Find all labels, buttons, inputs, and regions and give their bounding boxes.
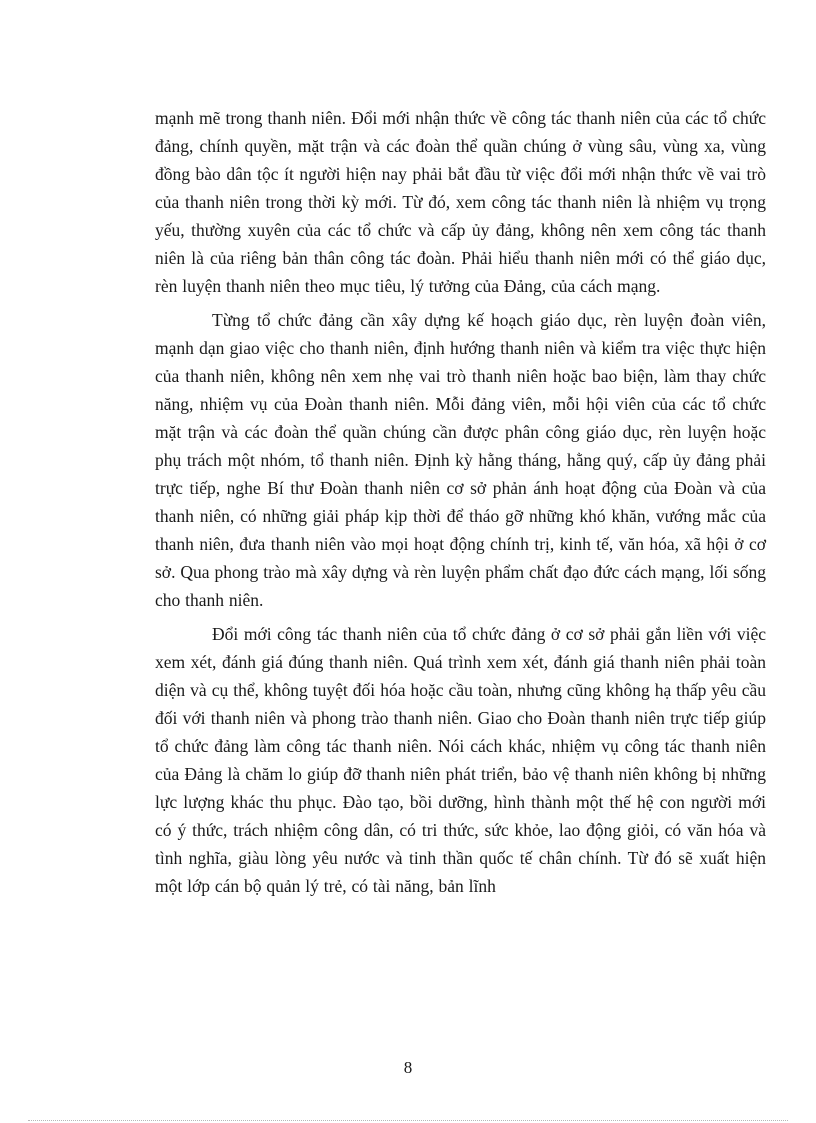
paragraph-1: mạnh mẽ trong thanh niên. Đổi mới nhận thức về công tác thanh niên của các tổ chức đảng, chính quyền, mặt trận và các đoàn thể quần chúng ở vùng sâu, vùng xa, vùng đồng bào dân tộc ít người hiện nay phải bắt đầu từ việc đổi mới nhận thức về vai trò của thanh niên trong thời kỳ mới. Từ đó, xem công tác thanh niên là nhiệm vụ trọng yếu, thường xuyên của các tổ chức và cấp ủy đảng, không nên xem công tác thanh niên là của riêng bản thân công tác đoàn. Phải hiểu thanh niên mới có thể giáo dục, rèn luyện thanh niên theo mục tiêu, lý tưởng của Đảng, của cách mạng. <box>155 108 766 296</box>
paragraph-3: Đổi mới công tác thanh niên của tổ chức đảng ở cơ sở phải gắn liền với việc xem xét, đánh giá đúng thanh niên. Quá trình xem xét, đánh giá thanh niên phải toàn diện và cụ thể, không tuyệt đối hóa hoặc cầu toàn, nhưng cũng không hạ thấp yêu cầu đối với thanh niên và phong trào thanh niên. Giao cho Đoàn thanh niên trực tiếp giúp tổ chức đảng làm công tác thanh niên. Nói cách khác, nhiệm vụ công tác thanh niên của Đảng là chăm lo giúp đỡ thanh niên phát triển, bảo vệ thanh niên không bị những lực lượng khác thu phục. Đào tạo, bồi dưỡng, hình thành một thế hệ con người mới có ý thức, trách nhiệm công dân, có tri thức, sức khỏe, lao động giỏi, có văn hóa và tình nghĩa, giàu lòng yêu nước và tinh thần quốc tế chân chính. Từ đó sẽ xuất hiện một lớp cán bộ quản lý trẻ, có tài năng, bản lĩnh <box>155 624 766 896</box>
page-number: 8 <box>403 1058 413 1077</box>
document-body <box>155 104 766 900</box>
paragraph-2: Từng tổ chức đảng cần xây dựng kế hoạch giáo dục, rèn luyện đoàn viên, mạnh dạn giao việc cho thanh niên, định hướng thanh niên và kiểm tra việc thực hiện của thanh niên, không nên xem nhẹ vai trò thanh niên hoặc bao biện, làm thay chức năng, nhiệm vụ của Đoàn thanh niên. Mỗi đảng viên, mỗi hội viên của các tổ chức mặt trận và các đoàn thể quần chúng cần được phân công giáo dục, rèn luyện hoặc phụ trách một nhóm, tổ thanh niên. Định kỳ hằng tháng, hằng quý, cấp ủy đảng phải trực tiếp, nghe Bí thư Đoàn thanh niên cơ sở phản ánh hoạt động của Đoàn và của thanh niên, có những giải pháp kịp thời để tháo gỡ những khó khăn, vướng mắc của thanh niên, đưa thanh niên vào mọi hoạt động chính trị, kinh tế, văn hóa, xã hội ở cơ sở. Qua phong trào mà xây dựng và rèn luyện phẩm chất đạo đức cách mạng, lối sống cho thanh niên. <box>155 310 766 610</box>
footer-divider <box>28 1120 788 1121</box>
